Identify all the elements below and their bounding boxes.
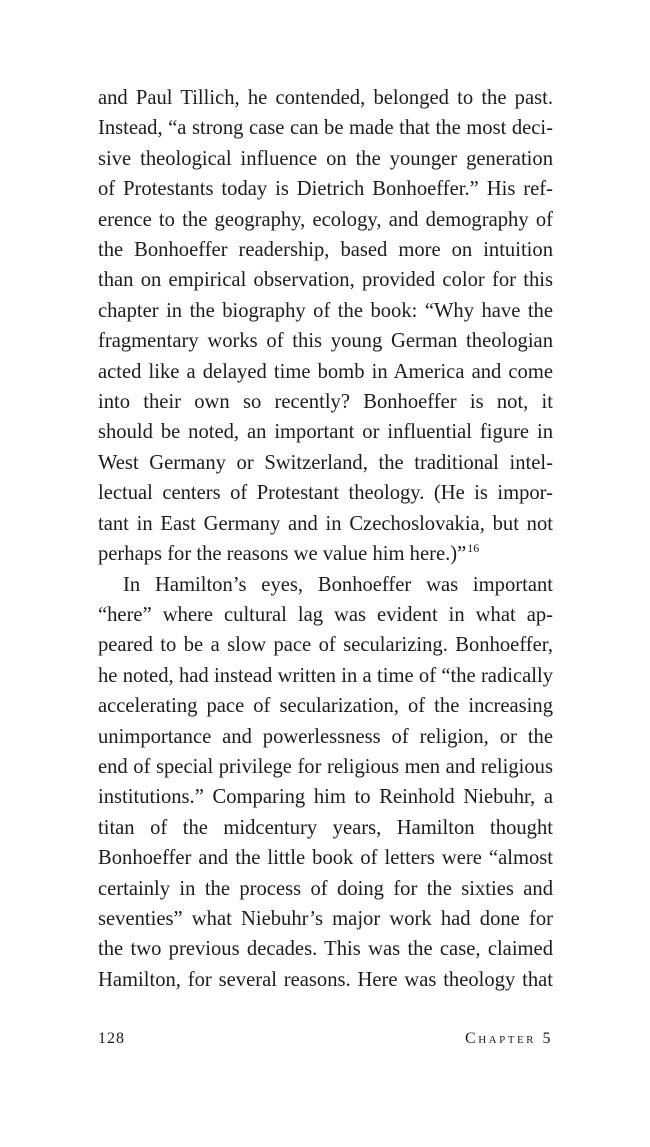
text-line-last-content: perhaps for the reasons we value him here.)” (98, 543, 467, 566)
running-head: Chapter 5 (465, 1030, 553, 1047)
text-line: West Germany or Switzerland, the traditional intel- (98, 451, 553, 474)
text-line: he noted, had instead written in a time of “the radically (98, 664, 553, 687)
text-line: acted like a delayed time bomb in America and come (98, 360, 553, 383)
text-line: titan of the midcentury years, Hamilton thought (98, 816, 553, 839)
text-line: certainly in the process of doing for the sixties and (98, 877, 553, 900)
text-line: seventies” what Niebuhr’s major work had done for (98, 907, 553, 930)
text-line: the two previous decades. This was the case, claimed (98, 938, 553, 961)
text-line: fragmentary works of this young German theologian (98, 330, 553, 353)
text-line: than on empirical observation, provided color for this (98, 269, 553, 292)
paragraph-2 (98, 570, 553, 996)
text-line: Instead, “a strong case can be made that the most deci- (98, 117, 553, 140)
text-line-last (98, 539, 553, 569)
text-line: the Bonhoeffer readership, based more on intuition (98, 239, 553, 262)
text-line: should be noted, an important or influential figure in (98, 421, 553, 444)
page-footer (98, 1030, 553, 1048)
text-line: unimportance and powerlessness of religion, or the (98, 725, 553, 748)
text-line: Hamilton, for several reasons. Here was theology that (98, 968, 553, 991)
text-line: institutions.” Comparing him to Reinhold Niebuhr, a (98, 786, 553, 809)
text-line: Bonhoeffer and the little book of letters were “almost (98, 847, 553, 870)
footnote-reference[interactable]: 16 (467, 541, 480, 556)
text-line: peared to be a slow pace of secularizing. Bonhoeffer, (98, 634, 553, 657)
paragraph-1 (98, 83, 553, 570)
text-line: tant in East Germany and in Czechoslovakia, but not (98, 512, 553, 535)
text-line: “here” where cultural lag was evident in what ap- (98, 603, 553, 626)
text-line: lectual centers of Protestant theology. (He is impor- (98, 482, 553, 505)
text-line: accelerating pace of secularization, of the increasing (98, 695, 553, 718)
text-line: end of special privilege for religious men and religious (98, 755, 553, 778)
page-number: 128 (98, 1030, 125, 1047)
text-line: In Hamilton’s eyes, Bonhoeffer was important (123, 573, 553, 596)
text-line: sive theological influence on the younger generation (98, 147, 553, 170)
text-line: of Protestants today is Dietrich Bonhoeffer.” His ref- (98, 178, 553, 201)
text-line: erence to the geography, ecology, and demography of (98, 208, 553, 231)
text-line: and Paul Tillich, he contended, belonged to the past. (98, 87, 553, 109)
text-line: into their own so recently? Bonhoeffer is not, it (98, 391, 553, 414)
page-body (98, 83, 553, 995)
text-line: chapter in the biography of the book: “Why have the (98, 299, 553, 322)
